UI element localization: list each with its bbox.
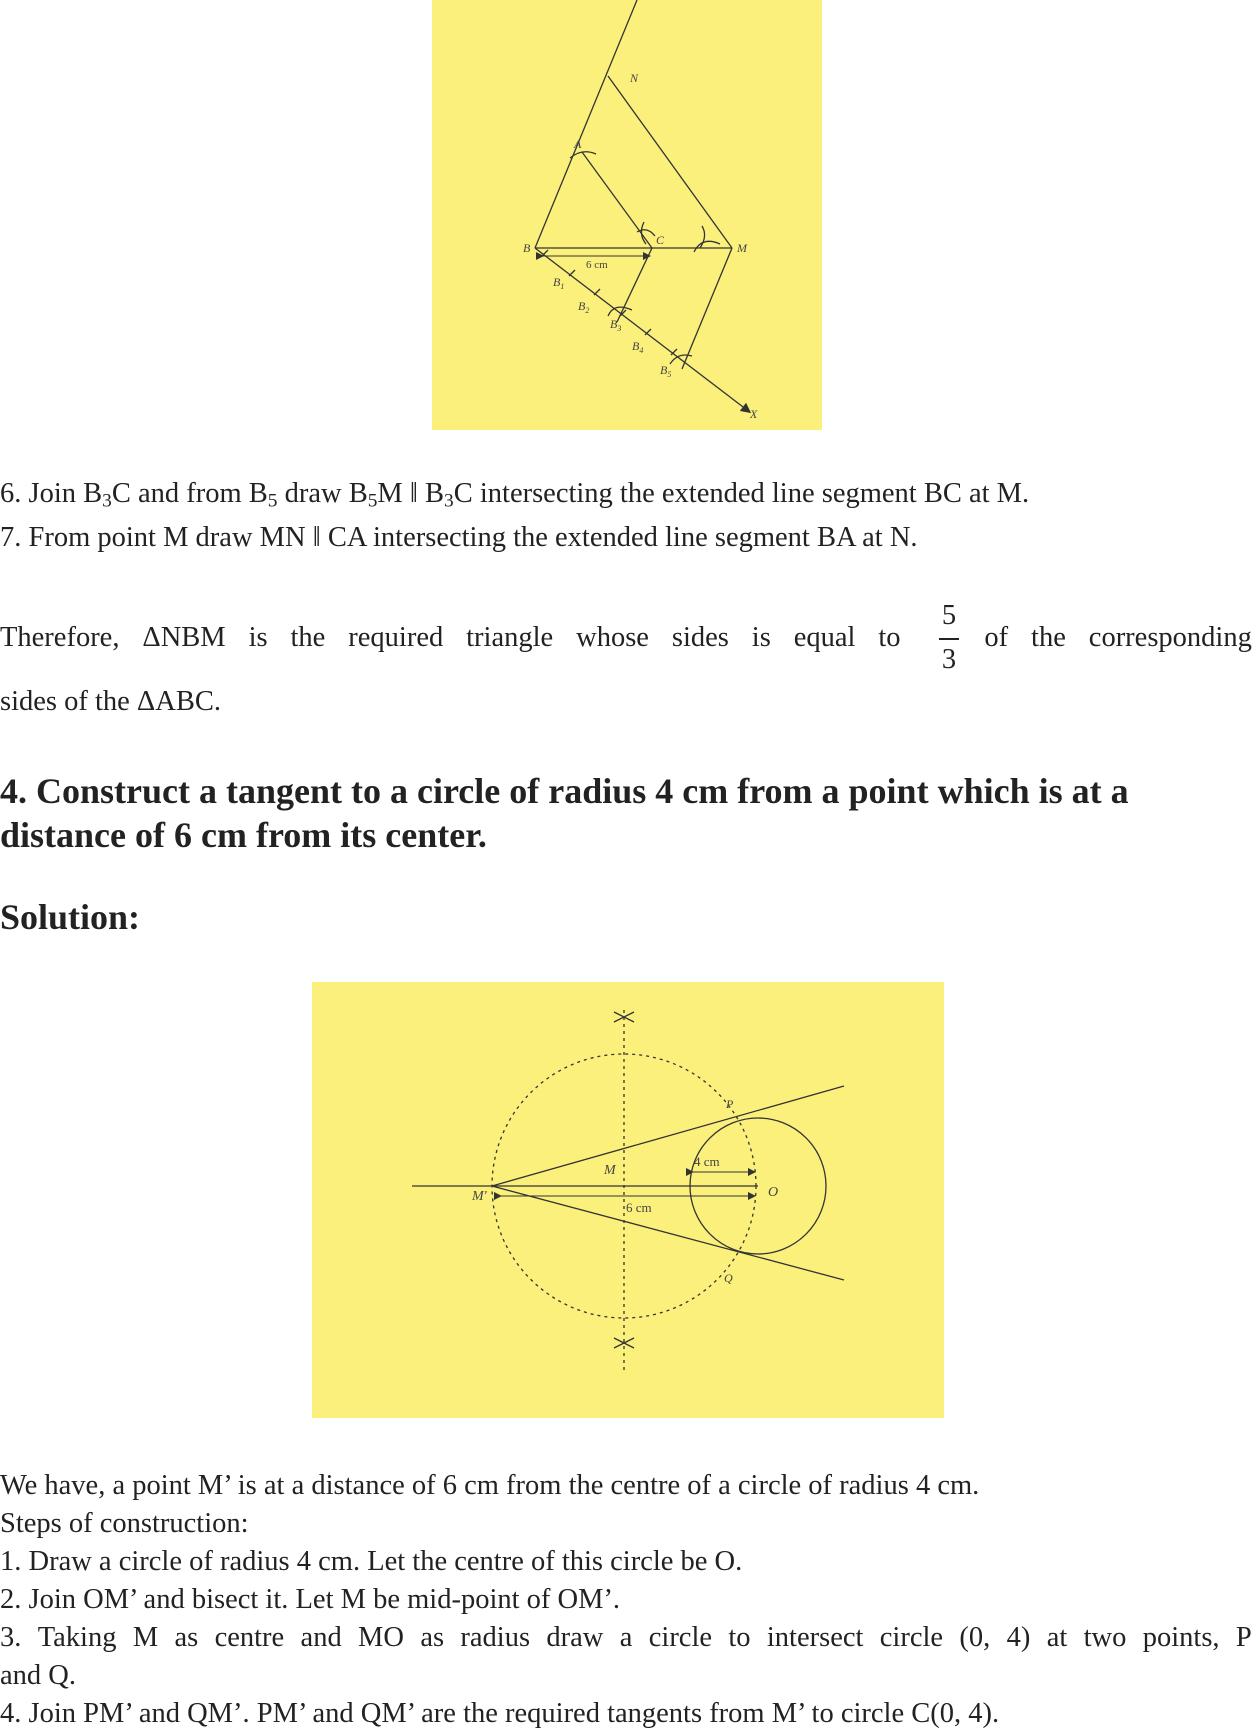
step-3: 3. Taking M as centre and MO as radius draw a circle to intersect circle (0, 4) at two points, P: [0, 1622, 1252, 1653]
label-O: O: [768, 1185, 779, 1200]
label-4cm: 4 cm: [694, 1154, 720, 1169]
label-B3: $B_3$: [610, 317, 622, 333]
label-B2: $B_2$: [578, 299, 590, 315]
step-2: 2. Join OM’ and bisect it. Let M be mid-point of OM’.: [0, 1584, 621, 1615]
question-line-2: distance of 6 cm from its center.: [0, 815, 487, 855]
question-line-1: 4. Construct a tangent to a circle of radius 4 cm from a point which is at a: [0, 771, 1129, 811]
label-M: M: [737, 241, 747, 255]
solution-heading: Solution:: [0, 897, 141, 937]
segment-B3C: [617, 248, 652, 322]
conclusion-line-2: sides of the ΔABC.: [0, 686, 221, 717]
tangent-Q: [492, 1186, 844, 1280]
arc-top: [614, 1012, 634, 1022]
conclusion-line-1: Therefore, ΔNBM is the required triangle whose sides is equal to of the corresponding: [0, 622, 1252, 653]
steps-title: Steps of construction:: [0, 1508, 249, 1539]
figure-tangent-construction: [312, 982, 944, 1418]
tangent-P: [492, 1086, 844, 1186]
label-P: P: [726, 1097, 734, 1111]
fraction-numerator: 5: [941, 600, 957, 631]
label-M-prime: M': [472, 1189, 487, 1204]
fraction-denominator: 3: [941, 644, 957, 675]
tangent-construction-svg: [312, 982, 944, 1418]
segment-NM: [608, 76, 732, 248]
step-3-continued: and Q.: [0, 1660, 76, 1691]
label-B: B: [523, 241, 531, 255]
step-4: 4. Join PM’ and QM’. PM’ and QM’ are the required tangents from M’ to circle C(0, 4).: [0, 1698, 1000, 1729]
label-6cm: 6 cm: [626, 1200, 652, 1215]
triangle-construction-svg: [432, 0, 822, 430]
intro-text: We have, a point M’ is at a distance of 6 cm from the centre of a circle of radius 4 cm.: [0, 1470, 980, 1501]
step-6: 6. Join $B_3C$ and from $B_5$ draw $B_5M$ ǁ $B_3C$ intersecting the extended line segment BC at M.: [0, 478, 1030, 512]
segment-B5M: [682, 248, 732, 369]
label-B1: $B_1$: [553, 275, 565, 291]
label-M: M: [604, 1163, 616, 1178]
label-C: C: [656, 233, 665, 247]
step-7: 7. From point M draw MN ǁ CA intersecting the extended line segment BA at N.: [0, 522, 918, 553]
label-Q: Q: [724, 1271, 733, 1285]
step-1: 1. Draw a circle of radius 4 cm. Let the centre of this circle be O.: [0, 1546, 743, 1577]
label-6cm: 6 cm: [586, 259, 608, 271]
label-B4: $B_4$: [632, 339, 644, 355]
figure-triangle-construction: [432, 0, 822, 430]
ray-BN: [535, 0, 637, 248]
fraction-bar: [939, 638, 959, 640]
label-N: N: [630, 71, 639, 85]
label-A: A: [574, 137, 582, 151]
label-X: X: [750, 407, 758, 421]
label-B5: $B_5$: [660, 363, 672, 379]
